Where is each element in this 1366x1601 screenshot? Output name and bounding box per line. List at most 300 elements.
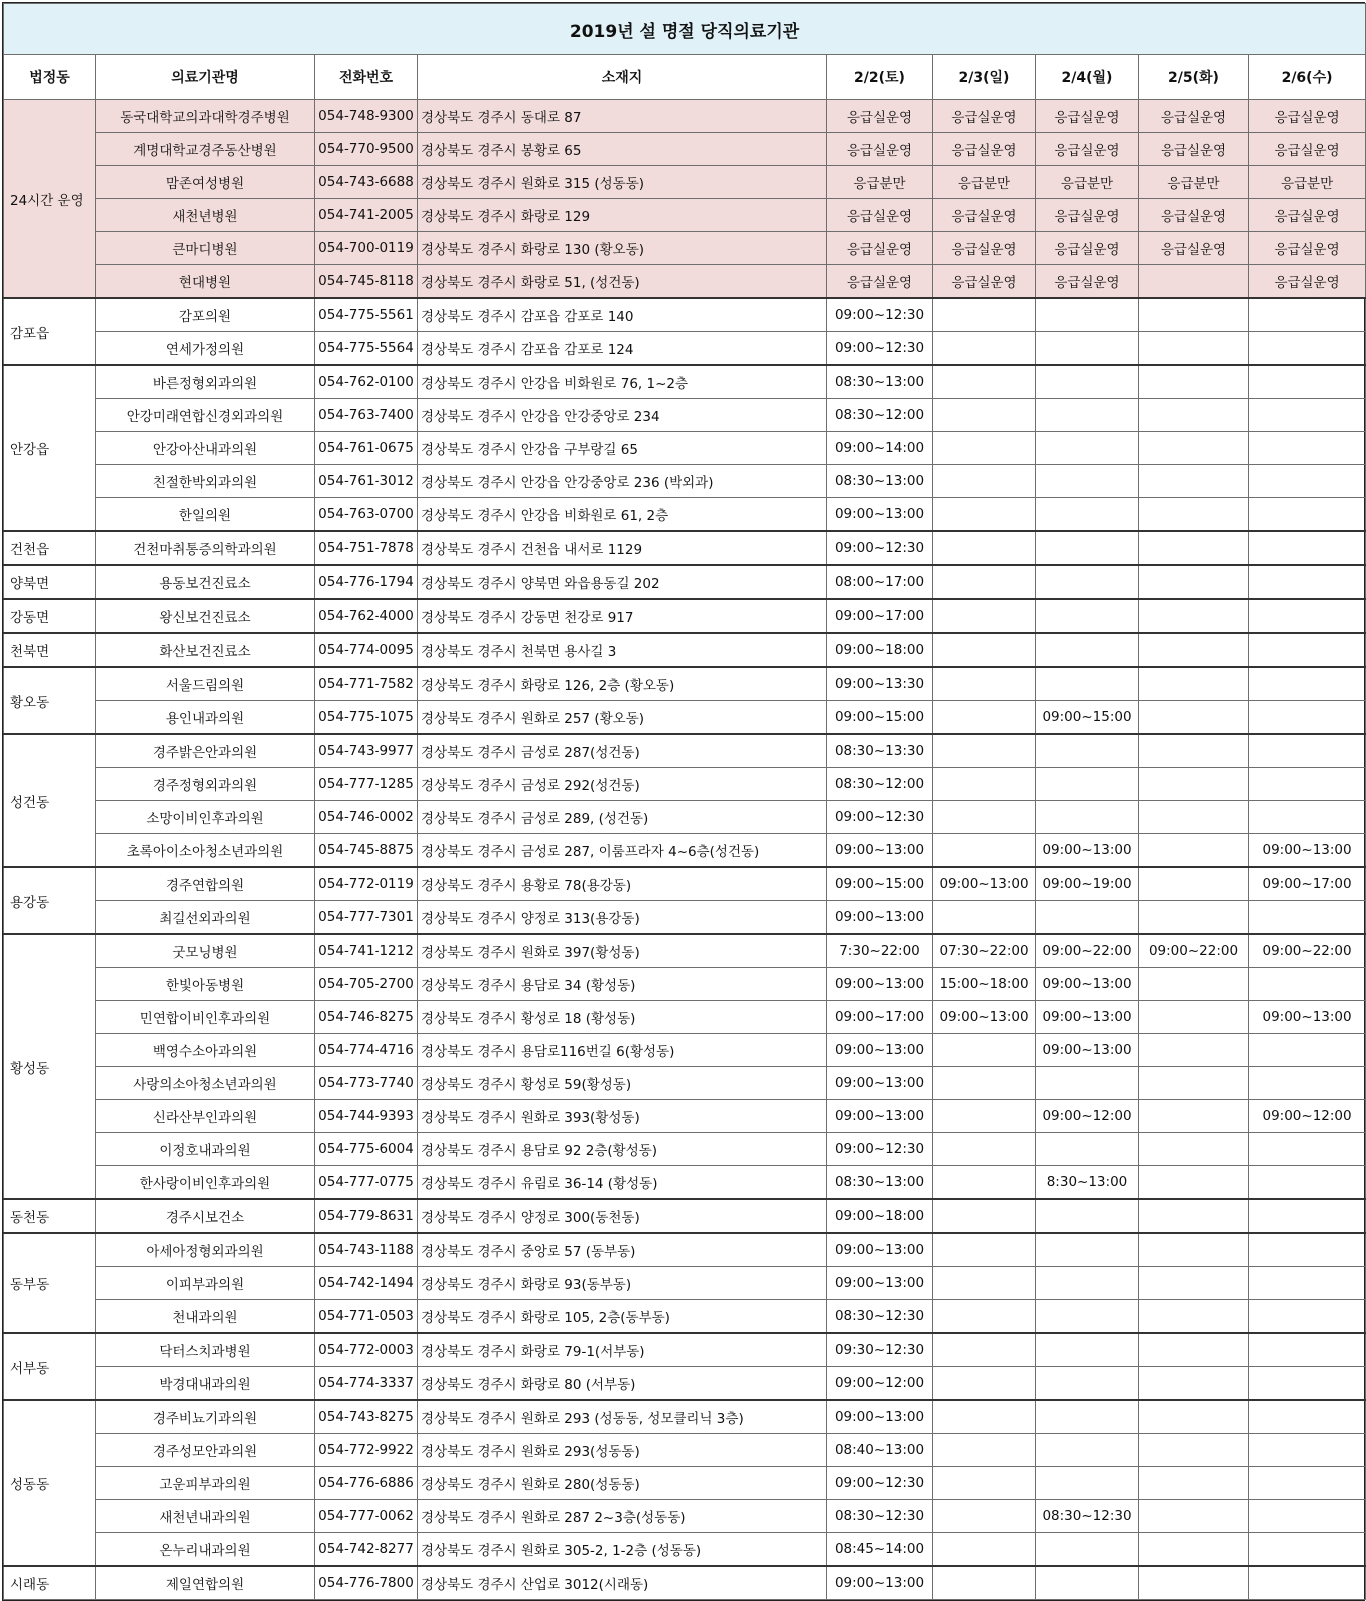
schedule-cell bbox=[1249, 399, 1366, 432]
table-row bbox=[4, 1566, 1366, 1600]
address-cell: 경상북도 경주시 안강읍 안강중앙로 234 bbox=[418, 399, 827, 432]
schedule-cell: 09:00~13:00 bbox=[1249, 1001, 1366, 1034]
district-cell: 성동동 bbox=[4, 1400, 96, 1566]
district-cell: 안강읍 bbox=[4, 365, 96, 531]
address-cell: 경상북도 경주시 안강읍 구부랑길 65 bbox=[418, 432, 827, 465]
schedule-cell: 응급실운영 bbox=[933, 265, 1036, 299]
institution-name-cell: 새천년병원 bbox=[96, 199, 315, 232]
schedule-cell bbox=[1139, 1333, 1249, 1367]
institution-name-cell: 경주성모안과의원 bbox=[96, 1434, 315, 1467]
phone-cell: 054-776-1794 bbox=[315, 565, 418, 599]
schedule-cell bbox=[1139, 1166, 1249, 1200]
schedule-cell bbox=[1139, 498, 1249, 532]
schedule-cell: 08:30~13:00 bbox=[827, 365, 933, 399]
schedule-cell: 09:00~13:00 bbox=[827, 1566, 933, 1600]
table-row bbox=[4, 1100, 1366, 1133]
schedule-table bbox=[3, 3, 1366, 1600]
district-cell: 성건동 bbox=[4, 734, 96, 867]
table-row bbox=[4, 1166, 1366, 1200]
institution-name-cell: 새천년내과의원 bbox=[96, 1500, 315, 1533]
schedule-cell bbox=[1036, 1566, 1139, 1600]
column-header: 2/3(일) bbox=[933, 55, 1036, 100]
address-cell: 경상북도 경주시 원화로 305-2, 1-2층 (성동동) bbox=[418, 1533, 827, 1567]
schedule-cell bbox=[1139, 867, 1249, 901]
schedule-cell bbox=[1249, 633, 1366, 667]
institution-name-cell: 이피부과의원 bbox=[96, 1267, 315, 1300]
schedule-cell: 09:00~17:00 bbox=[827, 1001, 933, 1034]
district-cell: 동천동 bbox=[4, 1199, 96, 1233]
schedule-cell bbox=[1139, 399, 1249, 432]
schedule-cell: 응급실운영 bbox=[1036, 265, 1139, 299]
schedule-cell bbox=[933, 498, 1036, 532]
schedule-cell: 09:00~17:00 bbox=[827, 599, 933, 633]
address-cell: 경상북도 경주시 원화로 257 (황오동) bbox=[418, 701, 827, 735]
address-cell: 경상북도 경주시 용담로 34 (황성동) bbox=[418, 968, 827, 1001]
institution-name-cell: 닥터스치과병원 bbox=[96, 1333, 315, 1367]
table-row bbox=[4, 633, 1366, 667]
address-cell: 경상북도 경주시 황성로 59(황성동) bbox=[418, 1067, 827, 1100]
header-row bbox=[4, 55, 1366, 100]
schedule-cell: 응급실운영 bbox=[933, 133, 1036, 166]
schedule-cell bbox=[1036, 1267, 1139, 1300]
table-row bbox=[4, 1400, 1366, 1434]
schedule-cell bbox=[933, 633, 1036, 667]
table-row bbox=[4, 565, 1366, 599]
institution-name-cell: 동국대학교의과대학경주병원 bbox=[96, 100, 315, 133]
phone-cell: 054-777-0775 bbox=[315, 1166, 418, 1200]
schedule-cell: 09:00~12:30 bbox=[827, 332, 933, 366]
institution-name-cell: 경주연합의원 bbox=[96, 867, 315, 901]
schedule-cell bbox=[1036, 465, 1139, 498]
schedule-cell: 09:00~13:00 bbox=[1249, 834, 1366, 868]
schedule-cell bbox=[933, 768, 1036, 801]
schedule-cell bbox=[1139, 667, 1249, 701]
schedule-cell bbox=[1139, 968, 1249, 1001]
schedule-cell bbox=[1139, 365, 1249, 399]
schedule-cell bbox=[1139, 1034, 1249, 1067]
phone-cell: 054-700-0119 bbox=[315, 232, 418, 265]
schedule-cell bbox=[1139, 1100, 1249, 1133]
schedule-cell bbox=[1036, 1434, 1139, 1467]
column-header: 전화번호 bbox=[315, 55, 418, 100]
schedule-cell: 응급분만 bbox=[1139, 166, 1249, 199]
address-cell: 경상북도 경주시 안강읍 안강중앙로 236 (박외과) bbox=[418, 465, 827, 498]
phone-cell: 054-775-5561 bbox=[315, 298, 418, 332]
schedule-cell: 09:00~13:00 bbox=[1036, 968, 1139, 1001]
schedule-cell: 08:45~14:00 bbox=[827, 1533, 933, 1567]
institution-name-cell: 용인내과의원 bbox=[96, 701, 315, 735]
district-cell: 서부동 bbox=[4, 1333, 96, 1400]
schedule-cell: 8:30~13:00 bbox=[1036, 1166, 1139, 1200]
column-header: 법정동 bbox=[4, 55, 96, 100]
schedule-cell bbox=[933, 1467, 1036, 1500]
address-cell: 경상북도 경주시 화랑로 80 (서부동) bbox=[418, 1367, 827, 1401]
schedule-cell: 응급실운영 bbox=[1036, 100, 1139, 133]
schedule-cell bbox=[1139, 1367, 1249, 1401]
schedule-cell bbox=[1036, 1199, 1139, 1233]
institution-name-cell: 안강미래연합신경외과의원 bbox=[96, 399, 315, 432]
address-cell: 경상북도 경주시 원화로 393(황성동) bbox=[418, 1100, 827, 1133]
phone-cell: 054-772-9922 bbox=[315, 1434, 418, 1467]
table-row bbox=[4, 133, 1366, 166]
address-cell: 경상북도 경주시 용담로116번길 6(황성동) bbox=[418, 1034, 827, 1067]
table-row bbox=[4, 734, 1366, 768]
schedule-cell bbox=[1249, 1434, 1366, 1467]
table-row bbox=[4, 298, 1366, 332]
address-cell: 경상북도 경주시 원화로 293 (성동동, 성모클리닉 3층) bbox=[418, 1400, 827, 1434]
address-cell: 경상북도 경주시 금성로 292(성건동) bbox=[418, 768, 827, 801]
schedule-cell bbox=[1139, 1533, 1249, 1567]
schedule-cell bbox=[1249, 1166, 1366, 1200]
schedule-cell bbox=[1249, 1333, 1366, 1367]
schedule-cell bbox=[933, 1100, 1036, 1133]
institution-name-cell: 제일연합의원 bbox=[96, 1566, 315, 1600]
institution-name-cell: 이정호내과의원 bbox=[96, 1133, 315, 1166]
institution-name-cell: 아세아정형외과의원 bbox=[96, 1233, 315, 1267]
schedule-cell bbox=[1139, 1434, 1249, 1467]
institution-name-cell: 친절한박외과의원 bbox=[96, 465, 315, 498]
schedule-cell: 응급실운영 bbox=[827, 232, 933, 265]
schedule-cell: 08:30~12:00 bbox=[827, 399, 933, 432]
schedule-cell: 08:30~13:00 bbox=[827, 465, 933, 498]
institution-name-cell: 천내과의원 bbox=[96, 1300, 315, 1334]
schedule-cell: 09:00~15:00 bbox=[827, 867, 933, 901]
district-cell: 시래동 bbox=[4, 1566, 96, 1600]
institution-name-cell: 계명대학교경주동산병원 bbox=[96, 133, 315, 166]
district-cell: 24시간 운영 bbox=[4, 100, 96, 299]
schedule-cell bbox=[933, 531, 1036, 565]
schedule-cell bbox=[933, 1333, 1036, 1367]
phone-cell: 054-774-3337 bbox=[315, 1367, 418, 1401]
institution-name-cell: 한일의원 bbox=[96, 498, 315, 532]
district-cell: 천북면 bbox=[4, 633, 96, 667]
schedule-cell: 09:00~12:00 bbox=[1036, 1100, 1139, 1133]
phone-cell: 054-743-9977 bbox=[315, 734, 418, 768]
schedule-cell bbox=[1139, 734, 1249, 768]
schedule-cell: 응급실운영 bbox=[1249, 199, 1366, 232]
institution-name-cell: 한사랑이비인후과의원 bbox=[96, 1166, 315, 1200]
schedule-cell: 09:00~12:30 bbox=[827, 298, 933, 332]
institution-name-cell: 고운피부과의원 bbox=[96, 1467, 315, 1500]
phone-cell: 054-777-1285 bbox=[315, 768, 418, 801]
institution-name-cell: 경주비뇨기과의원 bbox=[96, 1400, 315, 1434]
schedule-cell: 응급실운영 bbox=[827, 199, 933, 232]
schedule-cell: 09:00~12:00 bbox=[1249, 1100, 1366, 1133]
schedule-cell: 응급실운영 bbox=[1249, 100, 1366, 133]
schedule-cell bbox=[1249, 1300, 1366, 1334]
table-row bbox=[4, 801, 1366, 834]
schedule-cell bbox=[933, 1133, 1036, 1166]
phone-cell: 054-742-1494 bbox=[315, 1267, 418, 1300]
phone-cell: 054-741-1212 bbox=[315, 934, 418, 968]
schedule-cell bbox=[1249, 1566, 1366, 1600]
schedule-cell bbox=[1036, 1400, 1139, 1434]
schedule-cell bbox=[1139, 298, 1249, 332]
phone-cell: 054-743-6688 bbox=[315, 166, 418, 199]
schedule-cell bbox=[933, 599, 1036, 633]
table-row bbox=[4, 768, 1366, 801]
schedule-cell bbox=[1036, 734, 1139, 768]
phone-cell: 054-775-6004 bbox=[315, 1133, 418, 1166]
schedule-cell: 09:00~13:00 bbox=[827, 1233, 933, 1267]
institution-name-cell: 최길선외과의원 bbox=[96, 901, 315, 935]
address-cell: 경상북도 경주시 용황로 78(용강동) bbox=[418, 867, 827, 901]
address-cell: 경상북도 경주시 금성로 287(성건동) bbox=[418, 734, 827, 768]
schedule-sheet bbox=[2, 2, 1365, 1601]
district-cell: 황오동 bbox=[4, 667, 96, 734]
schedule-cell: 07:30~22:00 bbox=[933, 934, 1036, 968]
schedule-cell: 09:00~18:00 bbox=[827, 1199, 933, 1233]
table-row bbox=[4, 834, 1366, 868]
schedule-cell bbox=[933, 465, 1036, 498]
schedule-cell bbox=[1139, 633, 1249, 667]
schedule-cell: 09:00~13:00 bbox=[933, 867, 1036, 901]
district-cell: 동부동 bbox=[4, 1233, 96, 1333]
schedule-cell bbox=[1036, 633, 1139, 667]
schedule-cell bbox=[1036, 432, 1139, 465]
schedule-cell bbox=[933, 399, 1036, 432]
schedule-cell: 09:00~13:00 bbox=[827, 834, 933, 868]
schedule-cell bbox=[1139, 265, 1249, 299]
phone-cell: 054-771-7582 bbox=[315, 667, 418, 701]
institution-name-cell: 소망이비인후과의원 bbox=[96, 801, 315, 834]
schedule-cell: 09:00~13:00 bbox=[827, 1400, 933, 1434]
address-cell: 경상북도 경주시 양정로 313(용강동) bbox=[418, 901, 827, 935]
address-cell: 경상북도 경주시 중앙로 57 (동부동) bbox=[418, 1233, 827, 1267]
institution-name-cell: 굿모닝병원 bbox=[96, 934, 315, 968]
institution-name-cell: 경주밝은안과의원 bbox=[96, 734, 315, 768]
address-cell: 경상북도 경주시 화랑로 79-1(서부동) bbox=[418, 1333, 827, 1367]
column-header: 2/4(월) bbox=[1036, 55, 1139, 100]
schedule-cell bbox=[933, 1233, 1036, 1267]
schedule-cell bbox=[1249, 465, 1366, 498]
schedule-cell bbox=[1139, 1001, 1249, 1034]
district-cell: 용강동 bbox=[4, 867, 96, 934]
column-header: 2/2(토) bbox=[827, 55, 933, 100]
schedule-cell bbox=[933, 701, 1036, 735]
institution-name-cell: 경주정형외과의원 bbox=[96, 768, 315, 801]
schedule-cell: 09:00~22:00 bbox=[1249, 934, 1366, 968]
phone-cell: 054-773-7740 bbox=[315, 1067, 418, 1100]
schedule-cell bbox=[1036, 531, 1139, 565]
schedule-cell: 응급실운영 bbox=[933, 232, 1036, 265]
phone-cell: 054-779-8631 bbox=[315, 1199, 418, 1233]
address-cell: 경상북도 경주시 양북면 와읍용동길 202 bbox=[418, 565, 827, 599]
table-row bbox=[4, 332, 1366, 366]
schedule-cell bbox=[1249, 365, 1366, 399]
phone-cell: 054-761-0675 bbox=[315, 432, 418, 465]
table-row bbox=[4, 1199, 1366, 1233]
schedule-cell: 응급실운영 bbox=[1139, 199, 1249, 232]
schedule-cell bbox=[1036, 1300, 1139, 1334]
phone-cell: 054-776-7800 bbox=[315, 1566, 418, 1600]
schedule-cell bbox=[1249, 1067, 1366, 1100]
phone-cell: 054-744-9393 bbox=[315, 1100, 418, 1133]
table-row bbox=[4, 599, 1366, 633]
schedule-cell bbox=[933, 901, 1036, 935]
schedule-cell: 09:00~13:00 bbox=[827, 901, 933, 935]
schedule-cell: 응급실운영 bbox=[1036, 199, 1139, 232]
schedule-cell bbox=[1139, 1067, 1249, 1100]
phone-cell: 054-705-2700 bbox=[315, 968, 418, 1001]
schedule-cell: 09:00~13:00 bbox=[933, 1001, 1036, 1034]
schedule-cell bbox=[933, 801, 1036, 834]
schedule-cell bbox=[933, 1400, 1036, 1434]
schedule-cell bbox=[1249, 498, 1366, 532]
schedule-cell bbox=[1139, 701, 1249, 735]
institution-name-cell: 한빛아동병원 bbox=[96, 968, 315, 1001]
phone-cell: 054-777-7301 bbox=[315, 901, 418, 935]
schedule-cell bbox=[933, 1034, 1036, 1067]
schedule-cell bbox=[1249, 565, 1366, 599]
district-cell: 건천읍 bbox=[4, 531, 96, 565]
table-row bbox=[4, 531, 1366, 565]
schedule-cell: 09:00~12:00 bbox=[827, 1367, 933, 1401]
table-row bbox=[4, 232, 1366, 265]
schedule-cell: 응급실운영 bbox=[1139, 232, 1249, 265]
schedule-cell bbox=[1139, 834, 1249, 868]
schedule-cell bbox=[1249, 298, 1366, 332]
schedule-cell: 응급실운영 bbox=[827, 133, 933, 166]
schedule-cell bbox=[1036, 498, 1139, 532]
schedule-cell: 09:00~22:00 bbox=[1036, 934, 1139, 968]
schedule-cell bbox=[1249, 1034, 1366, 1067]
schedule-cell bbox=[1139, 531, 1249, 565]
schedule-cell: 09:00~22:00 bbox=[1139, 934, 1249, 968]
address-cell: 경상북도 경주시 화랑로 126, 2층 (황오동) bbox=[418, 667, 827, 701]
schedule-cell bbox=[1036, 599, 1139, 633]
table-row bbox=[4, 100, 1366, 133]
schedule-cell: 09:00~13:00 bbox=[827, 968, 933, 1001]
schedule-cell: 08:30~12:30 bbox=[1036, 1500, 1139, 1533]
schedule-cell bbox=[1249, 801, 1366, 834]
address-cell: 경상북도 경주시 감포읍 감포로 140 bbox=[418, 298, 827, 332]
phone-cell: 054-763-0700 bbox=[315, 498, 418, 532]
schedule-cell bbox=[1036, 801, 1139, 834]
table-row bbox=[4, 1500, 1366, 1533]
schedule-cell bbox=[1249, 1233, 1366, 1267]
table-row bbox=[4, 1467, 1366, 1500]
schedule-cell: 09:00~13:00 bbox=[827, 1067, 933, 1100]
schedule-cell bbox=[1139, 332, 1249, 366]
table-row bbox=[4, 1333, 1366, 1367]
schedule-cell bbox=[1036, 365, 1139, 399]
schedule-cell bbox=[933, 1199, 1036, 1233]
table-row bbox=[4, 901, 1366, 935]
schedule-cell: 09:00~15:00 bbox=[827, 701, 933, 735]
schedule-cell bbox=[1249, 1400, 1366, 1434]
table-row bbox=[4, 432, 1366, 465]
table-row bbox=[4, 701, 1366, 735]
phone-cell: 054-761-3012 bbox=[315, 465, 418, 498]
table-row bbox=[4, 1267, 1366, 1300]
institution-name-cell: 용동보건진료소 bbox=[96, 565, 315, 599]
column-header: 의료기관명 bbox=[96, 55, 315, 100]
schedule-cell bbox=[1249, 701, 1366, 735]
district-cell: 강동면 bbox=[4, 599, 96, 633]
phone-cell: 054-772-0003 bbox=[315, 1333, 418, 1367]
schedule-cell bbox=[1139, 1300, 1249, 1334]
address-cell: 경상북도 경주시 안강읍 비화원로 61, 2층 bbox=[418, 498, 827, 532]
schedule-cell bbox=[1249, 332, 1366, 366]
schedule-cell bbox=[1036, 901, 1139, 935]
table-row bbox=[4, 1533, 1366, 1567]
institution-name-cell: 초록아이소아청소년과의원 bbox=[96, 834, 315, 868]
schedule-cell bbox=[933, 1566, 1036, 1600]
schedule-cell bbox=[933, 1533, 1036, 1567]
table-row bbox=[4, 498, 1366, 532]
column-header: 소재지 bbox=[418, 55, 827, 100]
address-cell: 경상북도 경주시 안강읍 비화원로 76, 1~2층 bbox=[418, 365, 827, 399]
schedule-cell bbox=[1036, 1467, 1139, 1500]
schedule-cell: 09:00~13:00 bbox=[1036, 1034, 1139, 1067]
address-cell: 경상북도 경주시 건천읍 내서로 1129 bbox=[418, 531, 827, 565]
schedule-cell bbox=[1036, 1067, 1139, 1100]
table-row bbox=[4, 1034, 1366, 1067]
schedule-cell: 08:00~17:00 bbox=[827, 565, 933, 599]
table-row bbox=[4, 166, 1366, 199]
table-row bbox=[4, 1067, 1366, 1100]
schedule-cell bbox=[1036, 298, 1139, 332]
schedule-cell: 09:00~12:30 bbox=[827, 531, 933, 565]
table-row bbox=[4, 1434, 1366, 1467]
address-cell: 경상북도 경주시 동대로 87 bbox=[418, 100, 827, 133]
address-cell: 경상북도 경주시 금성로 289, (성건동) bbox=[418, 801, 827, 834]
address-cell: 경상북도 경주시 유림로 36-14 (황성동) bbox=[418, 1166, 827, 1200]
schedule-cell bbox=[1249, 968, 1366, 1001]
phone-cell: 054-774-0095 bbox=[315, 633, 418, 667]
schedule-cell: 응급실운영 bbox=[827, 265, 933, 299]
phone-cell: 054-746-8275 bbox=[315, 1001, 418, 1034]
schedule-cell: 응급실운영 bbox=[933, 199, 1036, 232]
schedule-cell bbox=[933, 1367, 1036, 1401]
schedule-cell: 09:30~12:30 bbox=[827, 1333, 933, 1367]
schedule-cell: 09:00~14:00 bbox=[827, 432, 933, 465]
phone-cell: 054-771-0503 bbox=[315, 1300, 418, 1334]
table-row bbox=[4, 465, 1366, 498]
address-cell: 경상북도 경주시 감포읍 감포로 124 bbox=[418, 332, 827, 366]
column-header: 2/6(수) bbox=[1249, 55, 1366, 100]
address-cell: 경상북도 경주시 원화로 315 (성동동) bbox=[418, 166, 827, 199]
schedule-cell bbox=[1249, 734, 1366, 768]
schedule-cell: 응급실운영 bbox=[933, 100, 1036, 133]
institution-name-cell: 화산보건진료소 bbox=[96, 633, 315, 667]
phone-cell: 054-775-1075 bbox=[315, 701, 418, 735]
schedule-cell bbox=[933, 1434, 1036, 1467]
schedule-cell: 08:30~13:00 bbox=[827, 1166, 933, 1200]
address-cell: 경상북도 경주시 화랑로 51, (성건동) bbox=[418, 265, 827, 299]
schedule-cell bbox=[1139, 1233, 1249, 1267]
schedule-cell bbox=[933, 432, 1036, 465]
table-row bbox=[4, 265, 1366, 299]
schedule-cell bbox=[1036, 565, 1139, 599]
schedule-cell bbox=[1036, 1133, 1139, 1166]
schedule-cell bbox=[1249, 432, 1366, 465]
schedule-cell: 09:00~13:00 bbox=[827, 1100, 933, 1133]
address-cell: 경상북도 경주시 강동면 천강로 917 bbox=[418, 599, 827, 633]
schedule-cell bbox=[933, 1166, 1036, 1200]
schedule-cell bbox=[1139, 768, 1249, 801]
schedule-cell bbox=[933, 734, 1036, 768]
table-row bbox=[4, 867, 1366, 901]
address-cell: 경상북도 경주시 봉황로 65 bbox=[418, 133, 827, 166]
table-row bbox=[4, 365, 1366, 399]
institution-name-cell: 맘존여성병원 bbox=[96, 166, 315, 199]
schedule-cell: 08:40~13:00 bbox=[827, 1434, 933, 1467]
schedule-cell: 응급분만 bbox=[1249, 166, 1366, 199]
institution-name-cell: 민연합이비인후과의원 bbox=[96, 1001, 315, 1034]
district-cell: 양북면 bbox=[4, 565, 96, 599]
